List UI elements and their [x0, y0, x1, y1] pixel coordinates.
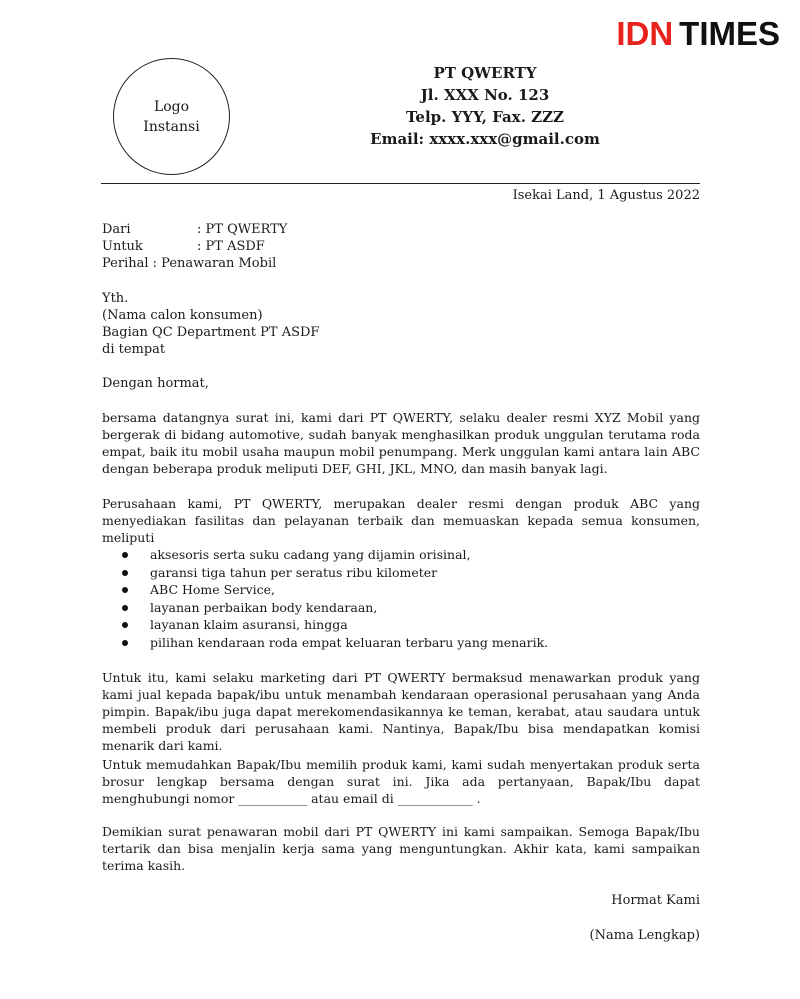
bullet-icon [122, 640, 128, 646]
bullet-icon [122, 605, 128, 611]
letterhead-divider [101, 183, 700, 184]
paragraph-contact: Untuk memudahkan Bapak/Ibu memilih produk kami, kami sudah menyertakan produk serta brosur lengkap bersama dengan surat ini. Jika ada pertanyaan, Bapak/Ibu dapat menghubungi nomor ___________ atau email di ____________ . [102, 757, 700, 806]
list-item [122, 616, 548, 634]
list-item-text: ABC Home Service, [150, 582, 275, 598]
list-item-text: layanan perbaikan body kendaraan, [150, 599, 378, 615]
recipient-line-1: Yth. [102, 291, 129, 306]
greeting: Dengan hormat, [102, 376, 209, 391]
paragraph-company: Perusahaan kami, PT QWERTY, merupakan dealer resmi dengan produk ABC yang menyediakan fasilitas dan pelayanan terbaik dan memuaskan kepada semua konsumen, meliputi [102, 496, 700, 545]
services-list [122, 546, 548, 652]
letter-date: Isekai Land, 1 Agustus 2022 [512, 188, 700, 203]
recipient-line-3: Bagian QC Department PT ASDF [102, 325, 320, 340]
signature-name: (Nama Lengkap) [589, 928, 700, 943]
letterhead [330, 62, 640, 150]
list-item [122, 599, 548, 617]
letterhead-email: Email: xxxx.xxx@gmail.com [370, 130, 600, 148]
meta-from [102, 221, 287, 238]
bullet-icon [122, 587, 128, 593]
list-item-text: layanan klaim asuransi, hingga [150, 617, 348, 633]
bullet-icon [122, 552, 128, 558]
meta-to-value: : PT ASDF [197, 239, 265, 254]
bullet-icon [122, 622, 128, 628]
meta-from-value: : PT QWERTY [197, 222, 288, 237]
closing-salutation: Hormat Kami [611, 893, 700, 908]
recipient-line-4: di tempat [102, 342, 166, 357]
paragraph-closing: Demikian surat penawaran mobil dari PT QWERTY ini kami sampaikan. Semoga Bapak/Ibu tertarik dan bisa menjalin kerja sama yang menguntungkan. Akhir kata, kami sampaikan terima kasih. [102, 824, 700, 873]
meta-from-key: Dari [102, 222, 131, 237]
list-item-text: aksesoris serta suku cadang yang dijamin orisinal, [150, 547, 471, 562]
meta-to [102, 238, 287, 255]
institution-logo-placeholder [113, 58, 230, 175]
list-item [122, 581, 548, 599]
paragraph-offer: Untuk itu, kami selaku marketing dari PT QWERTY bermaksud menawarkan produk yang kami jual kepada bapak/ibu untuk menambah kendaraan operasional perusahaan yang Anda pimpin. Bapak/ibu juga dapat merekomendasikannya ke teman, kerabat, atau saudara untuk membeli produk dari perusahaan kami. Nantinya, Bapak/Ibu bisa mendapatkan komisi menarik dari kami. [102, 670, 700, 753]
meta-subject: Perihal : Penawaran Mobil [102, 256, 277, 271]
meta-to-key: Untuk [102, 239, 143, 254]
logo-line-1: Logo [153, 98, 190, 115]
list-item [122, 634, 548, 652]
recipient-line-2: (Nama calon konsumen) [102, 308, 263, 323]
list-item [122, 564, 548, 582]
list-item-text: pilihan kendaraan roda empat keluaran terbaru yang menarik. [150, 634, 549, 650]
brand-times: TIMES [679, 15, 780, 52]
bullet-icon [122, 570, 128, 576]
letterhead-address: Jl. XXX No. 123 [420, 86, 550, 104]
letterhead-phone: Telp. YYY, Fax. ZZZ [405, 108, 565, 126]
logo-line-2: Instansi [143, 118, 200, 135]
letter-meta [102, 221, 287, 272]
brand-idn: IDN [616, 15, 674, 52]
recipient-block [102, 290, 319, 358]
list-item [122, 546, 548, 564]
letterhead-company: PT QWERTY [433, 64, 537, 82]
list-item-text: garansi tiga tahun per seratus ribu kilometer [150, 564, 438, 580]
brand-logo[interactable] [616, 14, 780, 54]
paragraph-intro: bersama datangnya surat ini, kami dari PT QWERTY, selaku dealer resmi XYZ Mobil yang bergerak di bidang automotive, sudah banyak menghasilkan produk unggulan terutama roda empat, baik itu mobil usaha maupun mobil penumpang. Merk unggulan kami antara lain ABC dengan beberapa produk meliputi DEF, GHI, JKL, MNO, dan masih banyak lagi. [102, 410, 700, 476]
